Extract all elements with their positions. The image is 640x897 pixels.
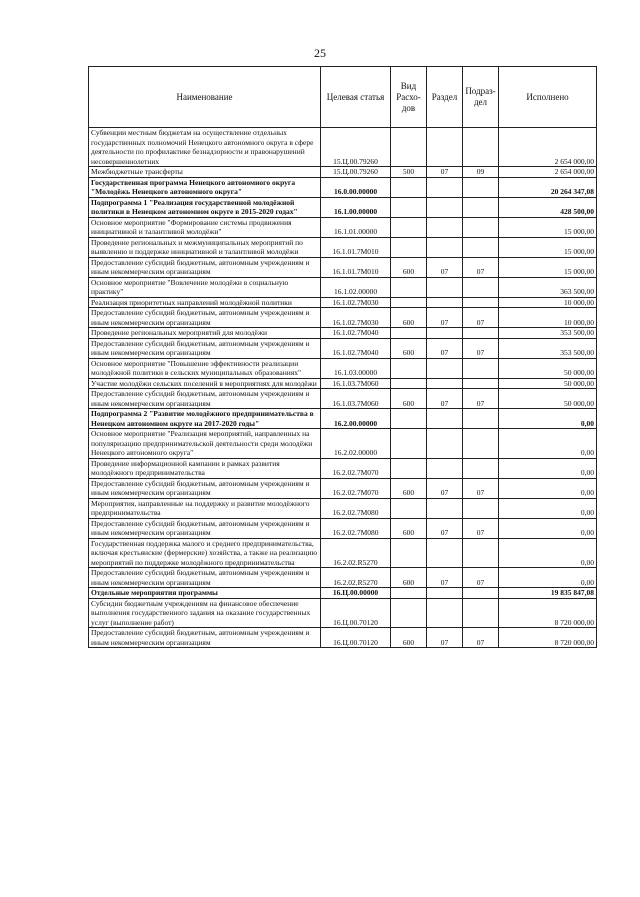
table-row (89, 277, 597, 297)
table-row (89, 338, 597, 358)
row-subsection (463, 458, 499, 478)
row-expense-type: 600 (391, 628, 427, 648)
row-subsection (463, 378, 499, 389)
row-subsection (463, 598, 499, 628)
header-subsection: Подраз-дел (463, 67, 499, 128)
row-subsection: 07 (463, 628, 499, 648)
header-target: Целевая статья (321, 67, 391, 128)
row-amount: 0,00 (499, 478, 597, 498)
row-amount: 353 500,00 (499, 338, 597, 358)
row-name: Проведение региональных и межмуниципальных мероприятий по выявлению и поддержке инициативной и талантливой молодёжи (89, 237, 321, 257)
row-name: Отдельные мероприятия программы (89, 588, 321, 599)
row-subsection (463, 237, 499, 257)
row-expense-type (391, 538, 427, 568)
row-section (427, 297, 463, 308)
row-expense-type (391, 598, 427, 628)
row-section (427, 598, 463, 628)
row-name: Проведение информационной кампании в рамках развития молодёжного предпринимательства (89, 458, 321, 478)
row-section (427, 128, 463, 167)
header-section: Раздел (427, 67, 463, 128)
table-row (89, 257, 597, 277)
row-code: 16.1.02.00000 (321, 277, 391, 297)
row-subsection (463, 197, 499, 217)
row-section: 07 (427, 389, 463, 409)
row-subsection (463, 297, 499, 308)
table-row (89, 328, 597, 339)
row-amount: 50 000,00 (499, 378, 597, 389)
row-section: 07 (427, 568, 463, 588)
row-section (427, 409, 463, 429)
row-amount: 15 000,00 (499, 217, 597, 237)
row-section: 07 (427, 478, 463, 498)
table-row (89, 498, 597, 518)
row-name: Реализация приоритетных направлений молодёжной политики (89, 297, 321, 308)
row-amount: 2 654 000,00 (499, 167, 597, 178)
row-name: Основное мероприятие "Вовлечение молодёжи в социальную практику" (89, 277, 321, 297)
row-name: Предоставление субсидий бюджетным, автономным учреждениям и иным некоммерческим организациям (89, 568, 321, 588)
row-amount: 0,00 (499, 429, 597, 459)
row-code: 16.1.01.00000 (321, 217, 391, 237)
row-subsection (463, 429, 499, 459)
row-expense-type (391, 297, 427, 308)
row-section: 07 (427, 518, 463, 538)
row-amount: 0,00 (499, 458, 597, 478)
row-amount: 8 720 000,00 (499, 628, 597, 648)
row-code: 16.0.00.00000 (321, 177, 391, 197)
row-name: Предоставление субсидий бюджетным, автономным учреждениям и иным некоммерческим организациям (89, 628, 321, 648)
row-name: Подпрограмма 1 "Реализация государственной молодёжной политики в Ненецком автономном округе в 2015-2020 годах" (89, 197, 321, 217)
row-amount: 0,00 (499, 409, 597, 429)
row-amount: 0,00 (499, 568, 597, 588)
row-code: 16.2.02.R5270 (321, 538, 391, 568)
row-code: 16.1.02.7М040 (321, 328, 391, 339)
table-row (89, 598, 597, 628)
row-code: 16.2.02.7М080 (321, 498, 391, 518)
row-code: 16.1.00.00000 (321, 197, 391, 217)
row-subsection (463, 128, 499, 167)
budget-table (88, 66, 597, 648)
row-subsection: 09 (463, 167, 499, 178)
row-section: 07 (427, 257, 463, 277)
table-row (89, 197, 597, 217)
row-code: 16.1.01.7М010 (321, 237, 391, 257)
row-subsection (463, 217, 499, 237)
row-code: 16.2.02.R5270 (321, 568, 391, 588)
row-amount: 363 500,00 (499, 277, 597, 297)
row-expense-type (391, 128, 427, 167)
row-section: 07 (427, 338, 463, 358)
row-amount: 10 000,00 (499, 297, 597, 308)
row-amount: 19 835 847,08 (499, 588, 597, 599)
row-subsection (463, 358, 499, 378)
row-expense-type: 500 (391, 167, 427, 178)
row-name: Предоставление субсидий бюджетным, автономным учреждениям и иным некоммерческим организациям (89, 478, 321, 498)
row-name: Предоставление субсидий бюджетным, автономным учреждениям и иным некоммерческим организациям (89, 518, 321, 538)
row-expense-type (391, 217, 427, 237)
row-amount: 50 000,00 (499, 358, 597, 378)
row-amount: 428 500,00 (499, 197, 597, 217)
row-code: 16.1.03.7М060 (321, 378, 391, 389)
row-expense-type: 600 (391, 338, 427, 358)
table-row (89, 358, 597, 378)
table-row (89, 429, 597, 459)
row-code: 16.1.03.00000 (321, 358, 391, 378)
row-expense-type (391, 358, 427, 378)
row-amount: 10 000,00 (499, 308, 597, 328)
row-amount: 8 720 000,00 (499, 598, 597, 628)
row-subsection (463, 538, 499, 568)
row-expense-type (391, 197, 427, 217)
row-expense-type: 600 (391, 389, 427, 409)
row-code: 16.2.02.7М080 (321, 518, 391, 538)
table-row (89, 167, 597, 178)
header-expense-type: Вид Расхо-дов (391, 67, 427, 128)
row-subsection: 07 (463, 257, 499, 277)
row-name: Проведение региональных мероприятий для молодёжи (89, 328, 321, 339)
row-name: Государственная программа Ненецкого автономного округа "Молодёжь Ненецкого автономного округа" (89, 177, 321, 197)
row-name: Субсидии бюджетным учреждениям на финансовое обеспечение выполнения государственного задания на оказание государственных услуг (выполнение работ) (89, 598, 321, 628)
row-name: Межбюджетные трансферты (89, 167, 321, 178)
row-name: Основное мероприятие "Формирование системы продвижения инициативной и талантливой молодёжи" (89, 217, 321, 237)
row-code: 16.Ц.00.70120 (321, 628, 391, 648)
row-section (427, 429, 463, 459)
row-expense-type (391, 429, 427, 459)
row-subsection (463, 409, 499, 429)
row-section (427, 538, 463, 568)
row-code: 16.1.03.7М060 (321, 389, 391, 409)
row-expense-type (391, 378, 427, 389)
row-subsection (463, 277, 499, 297)
row-amount: 20 264 347,08 (499, 177, 597, 197)
row-subsection (463, 498, 499, 518)
row-expense-type (391, 177, 427, 197)
row-code: 16.Ц.00.00000 (321, 588, 391, 599)
row-code: 16.Ц.00.70120 (321, 598, 391, 628)
table-header-row (89, 67, 597, 128)
row-section (427, 277, 463, 297)
row-name: Субвенции местным бюджетам на осуществление отдельных государственных полномочий Ненецкого автономного округа в сфере деятельности по профилактике безнадзорности и правонарушений несовершеннолетних (89, 128, 321, 167)
row-name: Предоставление субсидий бюджетным, автономным учреждениям и иным некоммерческим организациям (89, 308, 321, 328)
row-section (427, 197, 463, 217)
table-row (89, 478, 597, 498)
table-row (89, 378, 597, 389)
row-name: Предоставление субсидий бюджетным, автономным учреждениям и иным некоммерческим организациям (89, 389, 321, 409)
row-section: 07 (427, 308, 463, 328)
row-section (427, 378, 463, 389)
row-subsection: 07 (463, 478, 499, 498)
row-section (427, 358, 463, 378)
row-section (427, 588, 463, 599)
row-code: 16.2.02.7М070 (321, 478, 391, 498)
page-number: 25 (314, 46, 326, 60)
row-subsection: 07 (463, 389, 499, 409)
table-row (89, 458, 597, 478)
table-row (89, 588, 597, 599)
row-name: Участие молодёжи сельских поселений в мероприятиях для молодёжи (89, 378, 321, 389)
row-code: 16.2.02.00000 (321, 429, 391, 459)
row-expense-type: 600 (391, 518, 427, 538)
row-section (427, 217, 463, 237)
table-row (89, 568, 597, 588)
table-row (89, 237, 597, 257)
row-code: 16.1.02.7М030 (321, 308, 391, 328)
table-body (89, 128, 597, 648)
table-row (89, 389, 597, 409)
row-amount: 15 000,00 (499, 257, 597, 277)
row-amount: 353 500,00 (499, 328, 597, 339)
row-section (427, 458, 463, 478)
row-code: 16.2.00.00000 (321, 409, 391, 429)
row-amount: 0,00 (499, 538, 597, 568)
table-row (89, 628, 597, 648)
row-code: 16.1.01.7М010 (321, 257, 391, 277)
row-subsection: 07 (463, 308, 499, 328)
table-row (89, 518, 597, 538)
header-executed: Исполнено (499, 67, 597, 128)
row-section (427, 328, 463, 339)
row-expense-type (391, 588, 427, 599)
row-subsection: 07 (463, 518, 499, 538)
row-name: Основное мероприятие "Повышение эффективности реализации молодёжной политики в сельских муниципальных образованиях" (89, 358, 321, 378)
row-expense-type (391, 498, 427, 518)
row-section (427, 237, 463, 257)
header-name: Наименование (89, 67, 321, 128)
row-expense-type (391, 277, 427, 297)
row-expense-type (391, 409, 427, 429)
row-expense-type (391, 328, 427, 339)
row-name: Основное мероприятие "Реализация мероприятий, направленных на популяризацию предпринимательской деятельности среди молодёжи Ненецкого автономного округа" (89, 429, 321, 459)
row-subsection (463, 328, 499, 339)
row-name: Предоставление субсидий бюджетным, автономным учреждениям и иным некоммерческим организациям (89, 338, 321, 358)
table-row (89, 297, 597, 308)
row-amount: 15 000,00 (499, 237, 597, 257)
row-expense-type: 600 (391, 568, 427, 588)
table-row (89, 409, 597, 429)
row-expense-type: 600 (391, 478, 427, 498)
row-name: Подпрограмма 2 "Развитие молодёжного предпринимательства в Ненецком автономном округе на 2017-2020 годы" (89, 409, 321, 429)
row-expense-type (391, 458, 427, 478)
row-section (427, 177, 463, 197)
row-expense-type: 600 (391, 257, 427, 277)
row-name: Государственная поддержка малого и среднего предпринимательства, включая крестьянские (фермерские) хозяйства, а также на реализацию мероприятий по поддержке молодёжного предпринимательства (89, 538, 321, 568)
row-expense-type: 600 (391, 308, 427, 328)
row-amount: 0,00 (499, 518, 597, 538)
row-code: 16.1.02.7М040 (321, 338, 391, 358)
row-name: Предоставление субсидий бюджетным, автономным учреждениям и иным некоммерческим организациям (89, 257, 321, 277)
table-row (89, 128, 597, 167)
row-name: Мероприятия, направленные на поддержку и развитие молодёжного предпринимательства (89, 498, 321, 518)
row-expense-type (391, 237, 427, 257)
row-code: 16.2.02.7М070 (321, 458, 391, 478)
row-code: 15.Ц.00.79260 (321, 128, 391, 167)
row-section: 07 (427, 628, 463, 648)
table-row (89, 538, 597, 568)
table-row (89, 177, 597, 197)
row-section (427, 498, 463, 518)
row-subsection: 07 (463, 568, 499, 588)
row-subsection (463, 588, 499, 599)
row-code: 15.Ц.00.79260 (321, 167, 391, 178)
table-row (89, 308, 597, 328)
row-subsection: 07 (463, 338, 499, 358)
row-subsection (463, 177, 499, 197)
row-code: 16.1.02.7М030 (321, 297, 391, 308)
table-row (89, 217, 597, 237)
row-amount: 2 654 000,00 (499, 128, 597, 167)
row-section: 07 (427, 167, 463, 178)
row-amount: 50 000,00 (499, 389, 597, 409)
row-amount: 0,00 (499, 498, 597, 518)
